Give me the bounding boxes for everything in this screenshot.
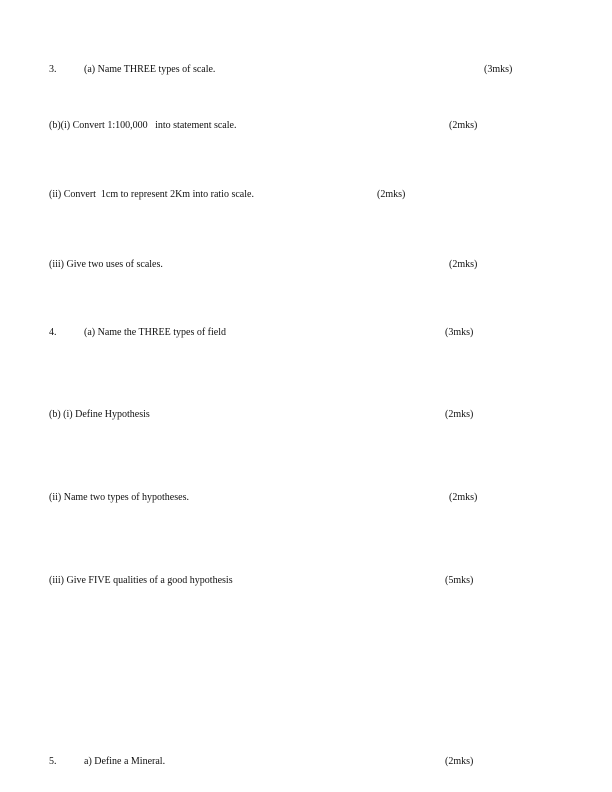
question-marks: (2mks) bbox=[449, 259, 478, 270]
question-marks: (5mks) bbox=[445, 575, 474, 586]
question-marks: (3mks) bbox=[445, 327, 474, 338]
question-marks: (2mks) bbox=[445, 756, 474, 767]
question-text: (b) (i) Define Hypothesis bbox=[49, 409, 150, 420]
question-text: (a) Name the THREE types of field bbox=[84, 327, 226, 338]
question-text: a) Define a Mineral. bbox=[84, 756, 166, 767]
question-number: 5. bbox=[49, 756, 57, 767]
question-text: (ii) Name two types of hypotheses. bbox=[49, 492, 189, 503]
question-marks: (2mks) bbox=[449, 120, 478, 131]
question-marks: (2mks) bbox=[377, 189, 406, 200]
question-number: 4. bbox=[49, 327, 57, 338]
question-text: (ii) Convert 1cm to represent 2Km into ratio scale. bbox=[49, 189, 254, 200]
question-text: (b)(i) Convert 1:100,000 into statement scale. bbox=[49, 120, 237, 131]
question-marks: (2mks) bbox=[449, 492, 478, 503]
question-text: (iii) Give FIVE qualities of a good hypothesis bbox=[49, 575, 233, 586]
question-marks: (2mks) bbox=[445, 409, 474, 420]
question-number: 3. bbox=[49, 64, 57, 75]
question-marks: (3mks) bbox=[484, 64, 513, 75]
question-text: (a) Name THREE types of scale. bbox=[84, 64, 216, 75]
question-text: (iii) Give two uses of scales. bbox=[49, 259, 163, 270]
